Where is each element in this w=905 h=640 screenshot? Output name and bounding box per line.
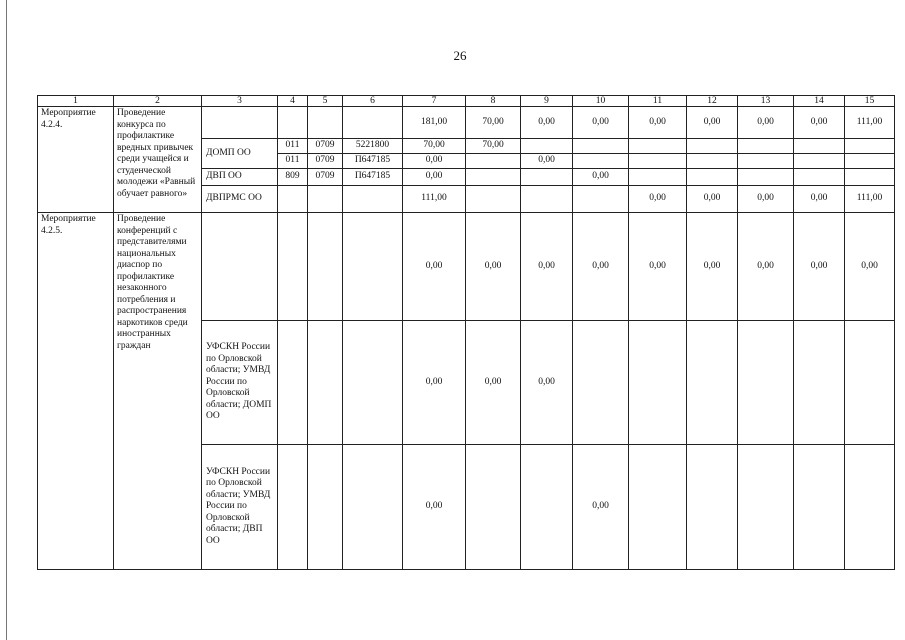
column-header: 12 (687, 96, 738, 107)
value-cell: 0,00 (794, 213, 845, 321)
value-cell: 0,00 (521, 213, 573, 321)
value-cell: 0,00 (573, 445, 629, 570)
executor-cell: ДВПРМС ОО (202, 186, 278, 213)
column-header: 3 (202, 96, 278, 107)
measure-cell: Мероприятие 4.2.4. (38, 107, 114, 213)
value-cell: 0,00 (573, 107, 629, 139)
value-cell: 0,00 (466, 213, 521, 321)
left-margin-line (6, 0, 7, 640)
column-header: 7 (403, 96, 466, 107)
measure-cell: Мероприятие 4.2.5. (38, 213, 114, 570)
code-cell: П647185 (343, 154, 403, 169)
column-header: 8 (466, 96, 521, 107)
executor-cell (202, 213, 278, 321)
column-header: 4 (278, 96, 308, 107)
code-cell: 011 (278, 139, 308, 154)
column-header: 14 (794, 96, 845, 107)
executor-cell: ДОМП ОО (202, 139, 278, 169)
value-cell: 0,00 (403, 321, 466, 445)
table-row (38, 107, 895, 139)
value-cell: 0,00 (403, 445, 466, 570)
value-cell: 0,00 (794, 107, 845, 139)
value-cell: 0,00 (794, 186, 845, 213)
value-cell: 70,00 (466, 139, 521, 154)
value-cell: 0,00 (687, 107, 738, 139)
column-header: 6 (343, 96, 403, 107)
column-header: 1 (38, 96, 114, 107)
column-header-row (38, 96, 895, 107)
value-cell: 181,00 (403, 107, 466, 139)
column-header: 9 (521, 96, 573, 107)
value-cell: 0,00 (521, 321, 573, 445)
value-cell: 0,00 (629, 186, 687, 213)
value-cell: 111,00 (845, 186, 895, 213)
value-cell: 0,00 (738, 186, 794, 213)
column-header: 10 (573, 96, 629, 107)
value-cell: 0,00 (403, 154, 466, 169)
value-cell: 0,00 (687, 186, 738, 213)
value-cell: 0,00 (521, 154, 573, 169)
code-cell: 011 (278, 154, 308, 169)
value-cell: 111,00 (403, 186, 466, 213)
value-cell: 70,00 (466, 107, 521, 139)
executor-cell: УФСКН России по Орловской области; УМВД России по Орловской области; ДВП ОО (202, 445, 278, 570)
page-number: 26 (453, 48, 467, 63)
value-cell: 0,00 (845, 213, 895, 321)
column-header: 15 (845, 96, 895, 107)
value-cell: 70,00 (403, 139, 466, 154)
budget-table (37, 95, 895, 570)
executor-cell (202, 107, 278, 139)
value-cell: 0,00 (629, 213, 687, 321)
measure-description: Проведение конкурса по профилактике вредных привычек среди учащейся и студенческой молодежи «Равный обучает равного» (114, 107, 202, 213)
value-cell: 0,00 (573, 169, 629, 186)
code-cell: 809 (278, 169, 308, 186)
table-row (38, 213, 895, 321)
column-header: 11 (629, 96, 687, 107)
value-cell: 0,00 (403, 213, 466, 321)
value-cell: 0,00 (629, 107, 687, 139)
value-cell: 0,00 (687, 213, 738, 321)
value-cell: 0,00 (521, 107, 573, 139)
value-cell: 0,00 (403, 169, 466, 186)
value-cell: 0,00 (738, 213, 794, 321)
value-cell: 0,00 (738, 107, 794, 139)
value-cell: 0,00 (466, 321, 521, 445)
measure-description: Проведение конференций с представителями национальных диаспор по профилактике незаконного потребления и распространения наркотиков среди иностранных граждан (114, 213, 202, 570)
column-header: 2 (114, 96, 202, 107)
column-header: 13 (738, 96, 794, 107)
code-cell: П647185 (343, 169, 403, 186)
column-header: 5 (308, 96, 343, 107)
code-cell: 0709 (308, 139, 343, 154)
code-cell: 0709 (308, 154, 343, 169)
code-cell: 5221800 (343, 139, 403, 154)
executor-cell: ДВП ОО (202, 169, 278, 186)
value-cell: 111,00 (845, 107, 895, 139)
executor-cell: УФСКН России по Орловской области; УМВД России по Орловской области; ДОМП ОО (202, 321, 278, 445)
code-cell: 0709 (308, 169, 343, 186)
value-cell: 0,00 (573, 213, 629, 321)
